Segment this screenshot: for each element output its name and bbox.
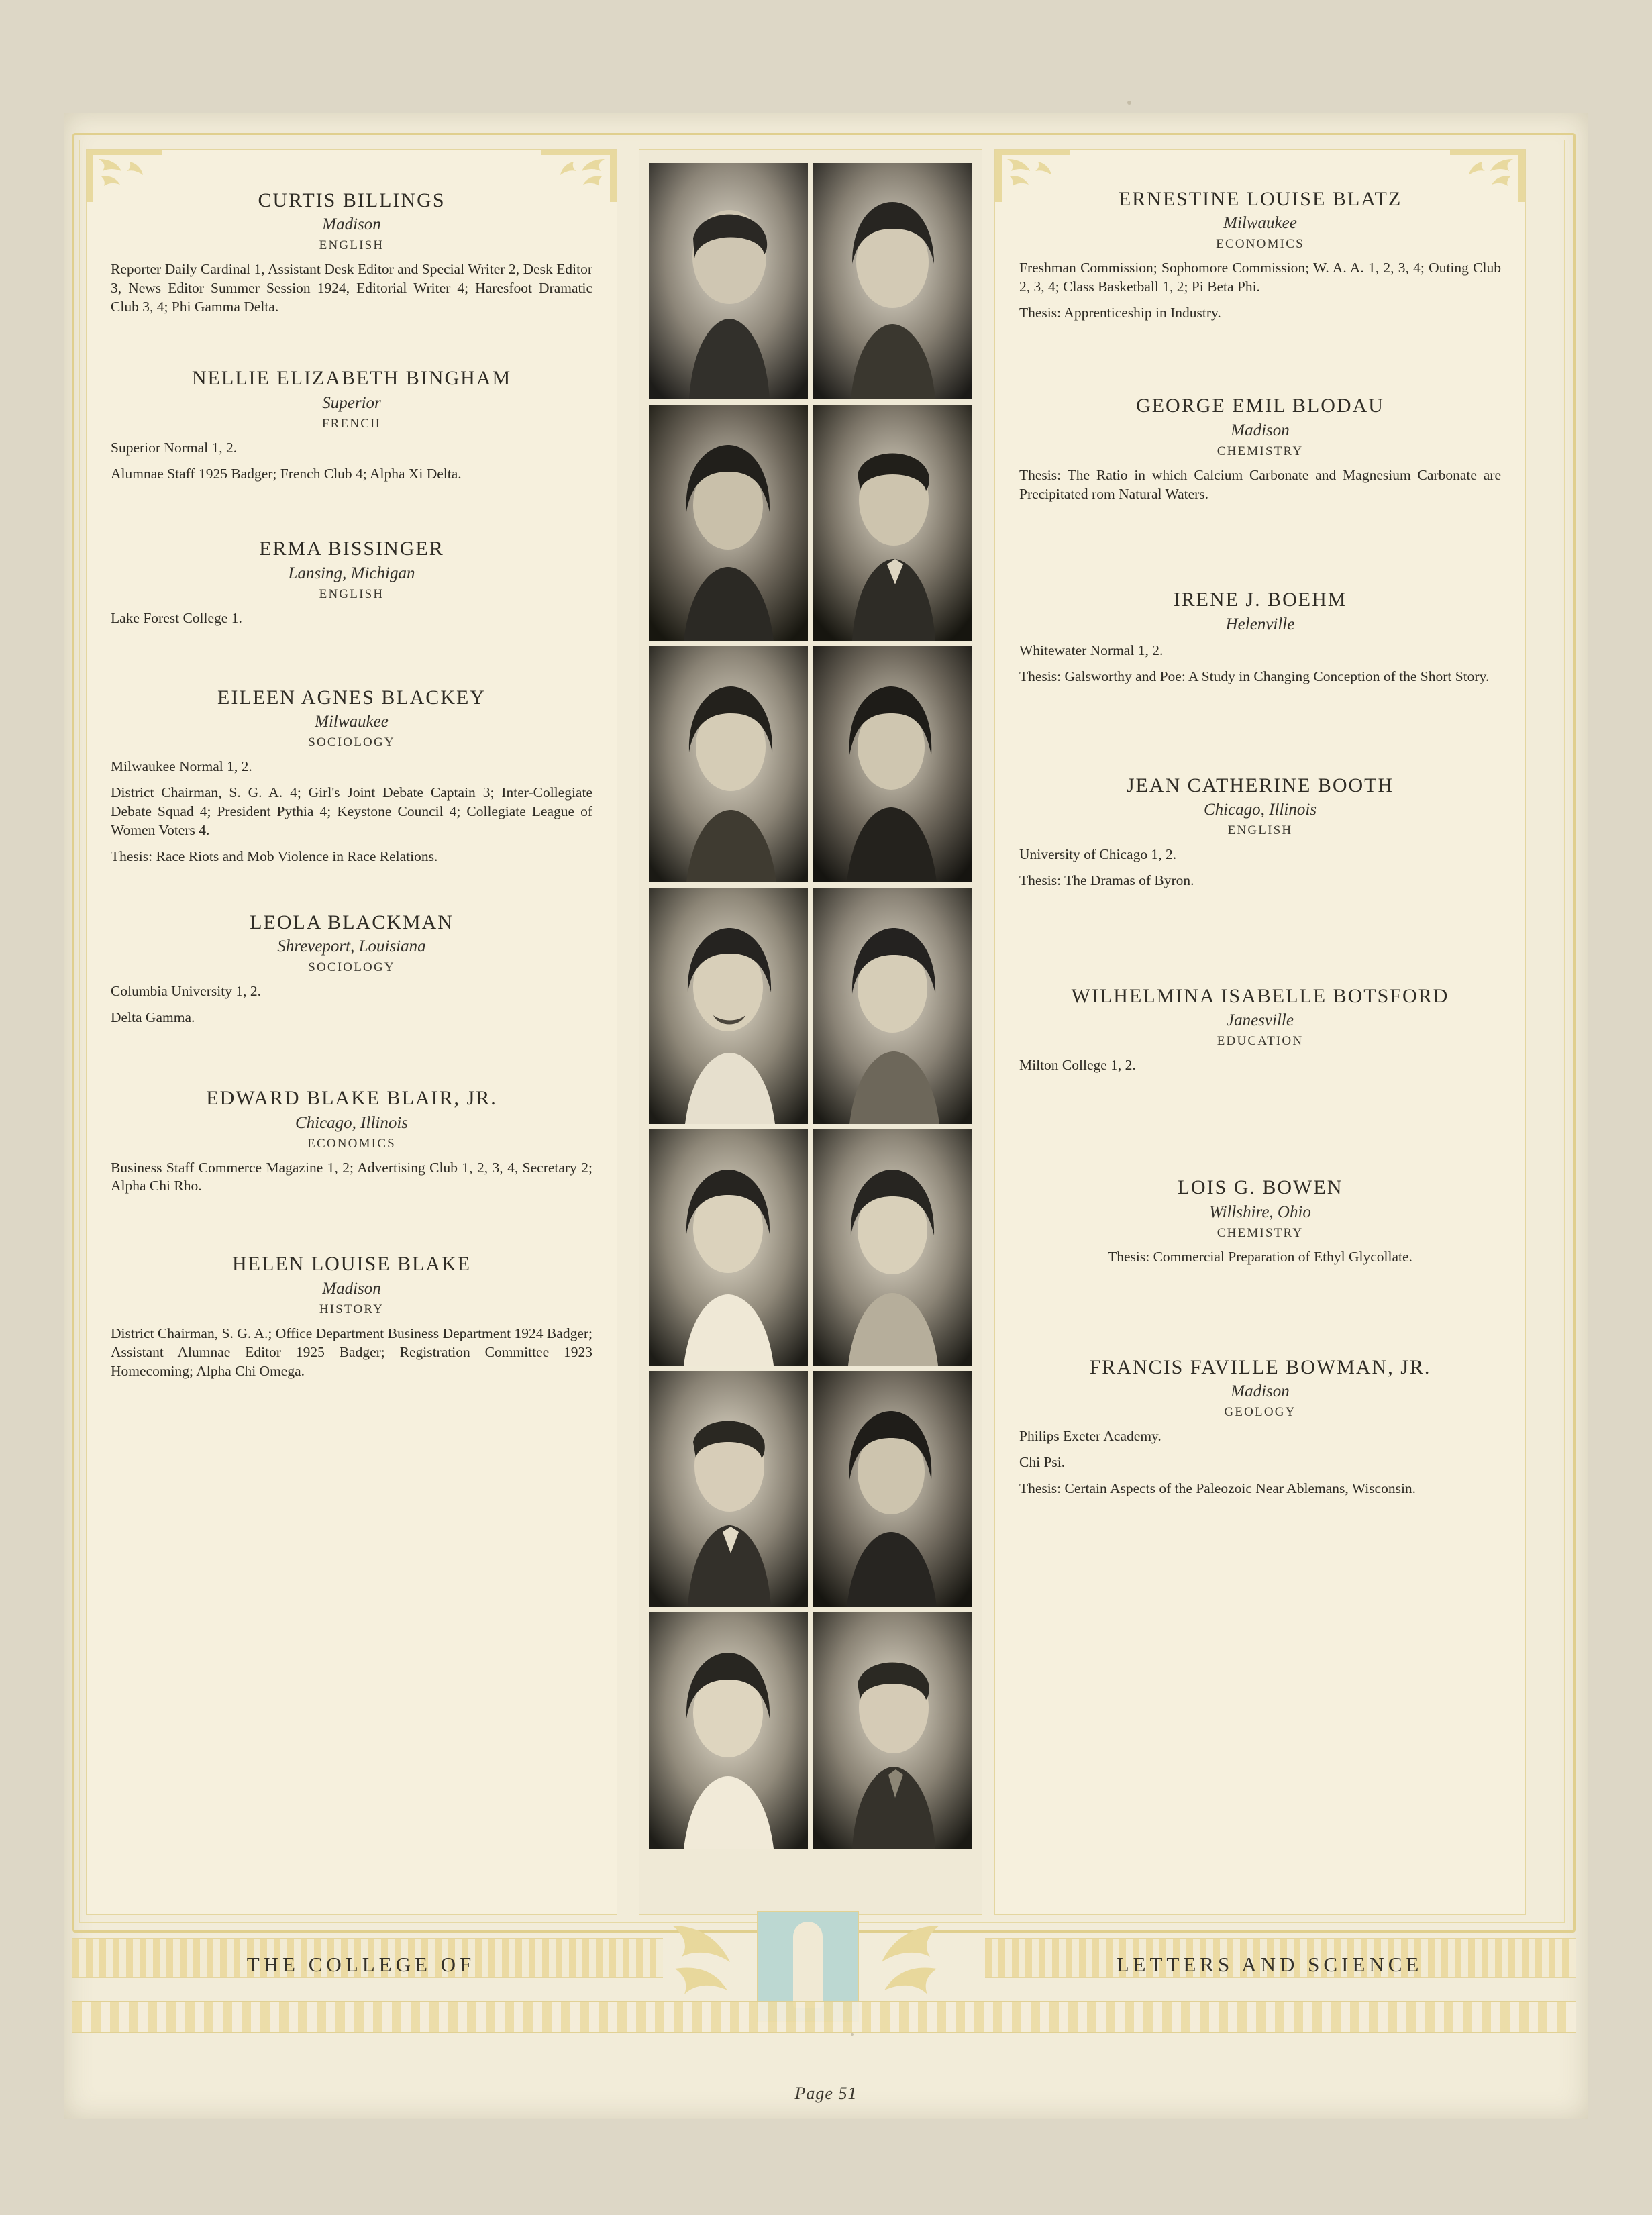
student-name: CURTIS BILLINGS xyxy=(258,189,446,211)
student-thesis: Thesis: Commercial Preparation of Ethyl Glycollate. xyxy=(1108,1248,1412,1265)
portrait-curtis-billings xyxy=(649,163,808,399)
portrait-lois-g-bowen xyxy=(813,1371,972,1607)
student-name: NELLIE ELIZABETH BINGHAM xyxy=(191,367,512,390)
student-prior-school: Superior Normal 1, 2. xyxy=(111,439,238,456)
student-entry xyxy=(87,189,617,317)
student-entry xyxy=(87,1086,617,1196)
left-column-panel xyxy=(86,149,617,1915)
student-activities: Freshman Commission; Sophomore Commission; W. A. A. 1, 2, 3, 4; Outing Club 2, 3, 4; Class Basketball 1, 2; Pi Beta Phi. xyxy=(1019,260,1501,295)
student-city: Chicago, Illinois xyxy=(1203,801,1317,819)
student-entry xyxy=(87,911,617,1027)
student-entry xyxy=(995,187,1525,323)
student-city: Lansing, Michigan xyxy=(288,564,415,582)
student-prior-school: Lake Forest College 1. xyxy=(111,609,242,626)
portrait-eileen-agnes-blackey xyxy=(649,888,808,1124)
student-major: ENGLISH xyxy=(1227,823,1293,838)
student-entry xyxy=(87,366,617,483)
paper-speck xyxy=(851,2033,854,2036)
student-entry xyxy=(995,394,1525,503)
student-city: Chicago, Illinois xyxy=(295,1113,409,1132)
student-major: HISTORY xyxy=(319,1302,384,1317)
student-thesis: Thesis: The Dramas of Byron. xyxy=(1019,872,1194,889)
portrait-ernestine-louise-blatz xyxy=(813,163,972,399)
portrait-irene-j-boehm xyxy=(813,646,972,882)
student-thesis: Thesis: Race Riots and Mob Violence in Race Relations. xyxy=(111,847,438,864)
student-name: LEOLA BLACKMAN xyxy=(250,911,454,933)
student-city: Janesville xyxy=(1227,1011,1294,1030)
portrait-erma-bissinger xyxy=(649,646,808,882)
student-major: SOCIOLOGY xyxy=(308,960,395,975)
student-major: CHEMISTRY xyxy=(1217,1225,1304,1240)
student-activities: Business Staff Commerce Magazine 1, 2; Advertising Club 1, 2, 3, 4, Secretary 2; Alpha Chi Rho. xyxy=(111,1159,592,1194)
student-major: ECONOMICS xyxy=(1216,237,1304,252)
student-thesis: Thesis: Certain Aspects of the Paleozoic Near Ablemans, Wisconsin. xyxy=(1019,1480,1416,1496)
student-name: JEAN CATHERINE BOOTH xyxy=(1126,774,1394,796)
student-name: EILEEN AGNES BLACKEY xyxy=(217,686,486,709)
right-column-panel xyxy=(994,149,1526,1915)
student-thesis: Thesis: Apprenticeship in Industry. xyxy=(1019,305,1221,321)
student-entry xyxy=(995,1355,1525,1498)
student-name: FRANCIS FAVILLE BOWMAN, JR. xyxy=(1089,1355,1431,1378)
student-city: Milwaukee xyxy=(1223,214,1297,233)
crest-figure-icon xyxy=(793,1922,823,2008)
page-number: Page 51 xyxy=(794,2083,858,2103)
student-entry xyxy=(87,537,617,627)
portrait-grid xyxy=(649,163,972,1849)
student-major: GEOLOGY xyxy=(1224,1405,1296,1420)
student-activities: District Chairman, S. G. A.; Office Department Business Department 1924 Badger; Assistant Alumnae Editor 1925 Badger; Registration Committee 1923 Homecoming; Alpha Chi Omega. xyxy=(111,1325,592,1379)
student-major: ECONOMICS xyxy=(307,1136,396,1151)
student-city: Madison xyxy=(322,215,381,234)
student-activities: District Chairman, S. G. A. 4; Girl's Joint Debate Captain 3; Inter-Collegiate Debate Squad 4; President Pythia 4; Keystone Council 4; Collegiate League of Women Voters 4. xyxy=(111,784,592,838)
student-name: LOIS G. BOWEN xyxy=(1177,1176,1343,1199)
crest-scroll-right-icon xyxy=(866,1912,946,2013)
student-name: IRENE J. BOEHM xyxy=(1173,588,1347,611)
student-city: Milwaukee xyxy=(315,713,389,731)
student-activities: Delta Gamma. xyxy=(111,1009,195,1026)
student-prior-school: Milton College 1, 2. xyxy=(1019,1057,1136,1074)
student-entry xyxy=(995,1176,1525,1266)
portrait-francis-faville-bowman-jr xyxy=(813,1612,972,1849)
student-major: EDUCATION xyxy=(1217,1034,1304,1049)
portrait-wilhelmina-isabelle-botsford xyxy=(813,1129,972,1366)
student-entry xyxy=(995,774,1525,890)
portrait-jean-catherine-booth xyxy=(813,888,972,1124)
student-activities: Chi Psi. xyxy=(1019,1453,1066,1470)
student-entry xyxy=(87,686,617,866)
student-entry xyxy=(87,1252,617,1380)
student-activities: Alumnae Staff 1925 Badger; French Club 4; Alpha Xi Delta. xyxy=(111,465,462,482)
student-city: Shreveport, Louisiana xyxy=(277,937,426,956)
student-city: Helenville xyxy=(1225,615,1295,633)
student-name: WILHELMINA ISABELLE BOTSFORD xyxy=(1071,985,1449,1007)
student-name: ERMA BISSINGER xyxy=(259,537,444,560)
student-city: Madison xyxy=(322,1279,381,1298)
student-name: ERNESTINE LOUISE BLATZ xyxy=(1118,188,1402,210)
student-thesis: Thesis: Galsworthy and Poe: A Study in Changing Conception of the Short Story. xyxy=(1019,668,1490,684)
student-city: Madison xyxy=(1231,1382,1290,1401)
crest-scroll-left-icon xyxy=(666,1912,746,2013)
student-prior-school: Philips Exeter Academy. xyxy=(1019,1428,1161,1445)
student-name: HELEN LOUISE BLAKE xyxy=(232,1253,471,1276)
footer-title-right: LETTERS AND SCIENCE xyxy=(1116,1953,1423,1976)
portrait-strip xyxy=(639,149,982,1915)
portrait-george-emil-blodau xyxy=(813,405,972,641)
student-name: EDWARD BLAKE BLAIR, JR. xyxy=(206,1087,497,1110)
portrait-leola-blackman xyxy=(649,1129,808,1366)
portrait-helen-louise-blake xyxy=(649,1612,808,1849)
student-prior-school: University of Chicago 1, 2. xyxy=(1019,846,1177,863)
student-major: SOCIOLOGY xyxy=(308,735,395,750)
footer-title-left: THE COLLEGE OF xyxy=(246,1953,476,1976)
student-city: Madison xyxy=(1231,421,1290,440)
student-prior-school: Whitewater Normal 1, 2. xyxy=(1019,641,1164,658)
paper-speck xyxy=(1127,101,1131,105)
student-name: GEORGE EMIL BLODAU xyxy=(1136,395,1384,417)
student-prior-school: Columbia University 1, 2. xyxy=(111,983,261,1000)
student-city: Superior xyxy=(322,393,381,412)
student-major: ENGLISH xyxy=(319,238,384,253)
portrait-edward-blake-blair-jr xyxy=(649,1371,808,1607)
portrait-nellie-elizabeth-bingham xyxy=(649,405,808,641)
student-activities: Reporter Daily Cardinal 1, Assistant Desk Editor and Special Writer 2, Desk Editor 3, News Editor Summer Session 1924, Editorial Writer 4; Haresfoot Dramatic Club 3, 4; Phi Gamma Delta. xyxy=(111,261,592,315)
student-major: FRENCH xyxy=(321,416,382,431)
student-major: ENGLISH xyxy=(319,586,384,601)
student-entry xyxy=(995,588,1525,686)
student-thesis: Thesis: The Ratio in which Calcium Carbonate and Magnesium Carbonate are Precipitated rom Natural Waters. xyxy=(1019,466,1501,502)
footer-bottom-rule xyxy=(72,2001,1576,2033)
student-prior-school: Milwaukee Normal 1, 2. xyxy=(111,758,252,775)
student-major: CHEMISTRY xyxy=(1217,444,1304,458)
student-city: Willshire, Ohio xyxy=(1209,1202,1311,1221)
student-entry xyxy=(995,984,1525,1075)
